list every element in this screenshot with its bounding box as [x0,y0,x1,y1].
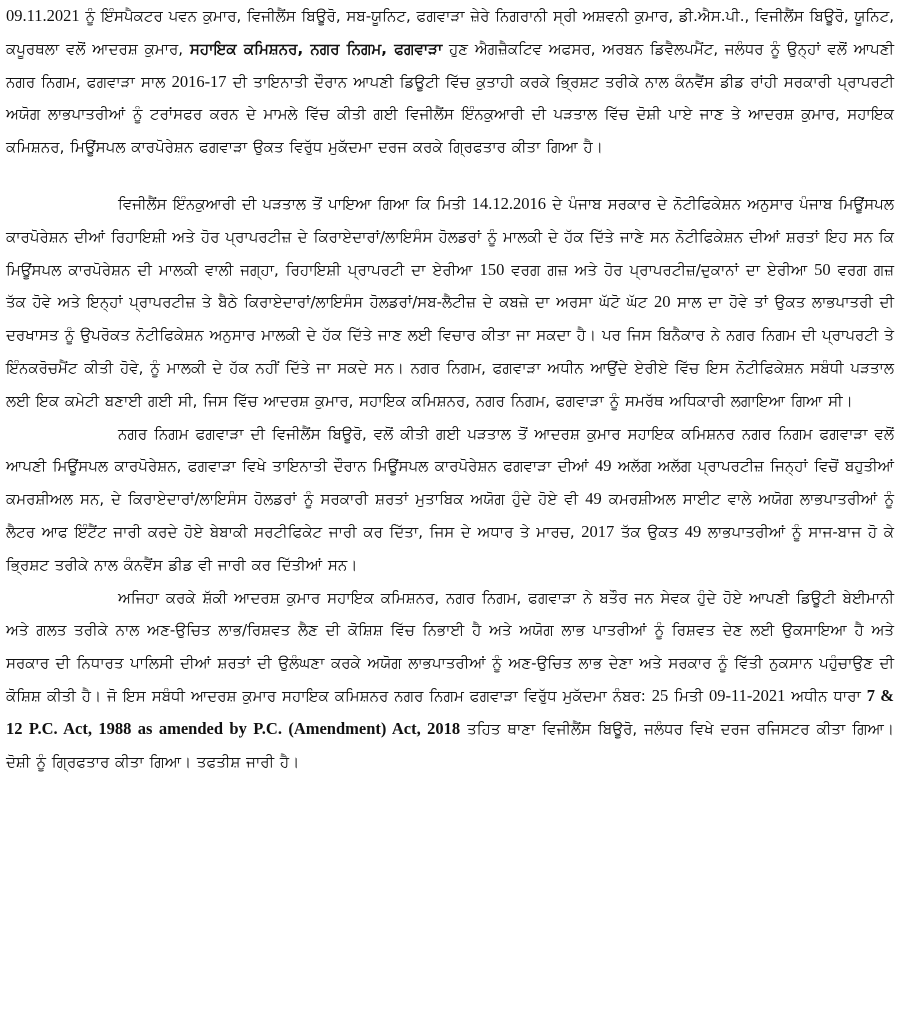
text-run: ਸਾਲ ਦਾ ਹੋਵੇ ਤਾਂ ਉਕਤ ਲਾਭਪਾਤਰੀ ਦੀ ਦਰਖਾਸਤ ਨੂੰ ਉਪਰੋਕਤ ਨੋਟੀਫਿਕੇਸ਼ਨ ਅਨੁਸਾਰ ਮਾਲਕੀ ਦੇ ਹੱਕ ਦਿੱਤੇ ਜਾਣ ਲਈ ਵਿਚਾਰ ਕੀਤਾ ਜਾ ਸਕਦਾ ਹੈ। ਪਰ ਜਿਸ ਬਿਨੈਕਾਰ ਨੇ ਨਗਰ ਨਿਗਮ ਦੀ ਪ੍ਰਾਪਰਟੀ ਤੇ ਇੰਨਕਰੋਚਮੈਂਟ ਕੀਤੀ ਹੋਵੇ, ਨੂੰ ਮਾਲਕੀ ਦੇ ਹੱਕ ਨਹੀਂ ਦਿੱਤੇ ਜਾ ਸਕਦੇ ਸਨ। ਨਗਰ ਨਿਗਮ, ਫਗਵਾੜਾ ਅਧੀਨ ਆਉਂਦੇ ਏਰੀਏ ਵਿੱਚ ਇਸ ਨੋਟੀਫਿਕੇਸ਼ਨ ਸਬੰਧੀ ਪੜਤਾਲ ਲਈ ਇਕ ਕਮੇਟੀ ਬਣਾਈ ਗਈ ਸੀ, ਜਿਸ ਵਿੱਚ ਆਦਰਸ਼ ਕੁਮਾਰ, ਸਹਾਇਕ ਕਮਿਸ਼ਨਰ, ਨਗਰ ਨਿਗਮ, ਫਗਵਾੜਾ ਨੂੰ ਸਮਰੱਥ ਅਧਿਕਾਰੀ ਲਗਾਇਆ ਗਿਆ ਸੀ। [6,293,894,410]
act-citation: 7 & 12 P.C. Act, 1988 as amended by P.C. (Amendment) Act, 2018 [6,685,895,738]
bold-title: ਸਹਾਇਕ ਕਮਿਸ਼ਨਰ, ਨਗਰ ਨਿਗਮ, ਫਗਵਾੜਾ [189,39,443,58]
text-run: ਦੀ ਤਾਇਨਾਤੀ ਦੌਰਾਨ ਆਪਣੀ ਡਿਊਟੀ ਵਿੱਚ ਕੁਤਾਹੀ ਕਰਕੇ ਭ੍ਰਿਸ਼ਟ ਤਰੀਕੇ ਨਾਲ ਕੰਨਵੈਂਸ ਡੀਡ ਰਾਂਹੀ ਸਰਕਾਰੀ ਪ੍ਰਾਪਰਟੀ ਅਯੋਗ ਲਾਭਪਾਤਰੀਆਂ ਨੂੰ ਟਰਾਂਸਫਰ ਕਰਨ ਦੇ ਮਾਮਲੇ ਵਿੱਚ ਕੀਤੀ ਗਈ ਵਿਜੀਲੈਂਸ ਇੰਨਕੁਆਰੀ ਦੀ ਪੜਤਾਲ ਵਿੱਚ ਦੋਸ਼ੀ ਪਾਏ ਜਾਣ ਤੇ ਆਦਰਸ਼ ਕੁਮਾਰ, ਸਹਾਇਕ ਕਮਿਸ਼ਨਰ, ਮਿਊਂਸਪਲ ਕਾਰਪੋਰੇਸ਼ਨ ਫਗਵਾੜਾ ਉਕਤ ਵਿਰੁੱਧ ਮੁਕੱਦਮਾ ਦਰਜ ਕਰਕੇ ਗ੍ਰਿਫਤਾਰ ਕੀਤਾ ਗਿਆ ਹੈ। [6,72,894,157]
text-run: ਵਰਗ ਗਜ਼ ਅਤੇ ਹੋਰ ਪ੍ਰਾਪਰਟੀਜ਼/ਦੁਕਾਨਾਂ ਦਾ ਏਰੀਆ [504,260,815,279]
text-run: ਵਿਜੀਲੈਂਸ ਇੰਨਕੁਆਰੀ ਦੀ ਪੜਤਾਲ ਤੋਂ ਪਾਇਆ ਗਿਆ ਕਿ ਮਿਤੀ [118,194,472,213]
text-run: ਮਿਤੀ [668,686,709,705]
text-run: ਤੱਕ ਉਕਤ [614,522,685,541]
date-text: 09-11-2021 [708,685,786,705]
paragraph-2 [6,188,894,418]
text-run: ਲਾਭਪਾਤਰੀਆਂ ਨੂੰ ਸਾਜ-ਬਾਜ ਹੋ ਕੇ ਭ੍ਰਿਸ਼ਟ ਤਰੀਕੇ ਨਾਲ ਕੰਨਵੈਂਸ ਡੀਡ ਵੀ ਜਾਰੀ ਕਰ ਦਿੱਤੀਆਂ ਸਨ। [6,522,894,574]
date-text: 14.12.2016 [471,193,547,213]
number-text: 20 [653,292,671,312]
number-text: 50 [814,259,831,279]
text-run: ਅਧੀਨ ਧਾਰਾ [785,686,867,705]
text-run: ਤਹਿਤ ਥਾਣਾ ਵਿਜੀਲੈਂਸ ਬਿਊਰੋ, ਜਲੰਧਰ ਵਿਖੇ ਦਰਜ ਰਜਿਸਟਰ ਕੀਤਾ ਗਿਆ। ਦੋਸ਼ੀ ਨੂੰ ਗ੍ਰਿਫਤਾਰ ਕੀਤਾ ਗਿਆ। ਤਫਤੀਸ਼ ਜਾਰੀ ਹੈ। [6,719,894,771]
case-number: 25 [651,685,669,705]
number-text: 150 [479,259,505,279]
text-run: ਅਲੱਗ ਅਲੱਗ ਪ੍ਰਾਪਰਟੀਜ਼ ਜਿਨ੍ਹਾਂ ਵਿਚੋਂ ਬਹੁਤੀਆਂ ਕਮਰਸ਼ੀਅਲ ਸਨ, ਦੇ ਕਿਰਾਏਦਾਰਾਂ/ਲਾਇਸੰਸ ਹੋਲਡਰਾਂ ਨੂੰ ਸਰਕਾਰੀ ਸ਼ਰਤਾਂ ਮੁਤਾਬਿਕ ਅਯੋਗ ਹੁੰਦੇ ਹੋਏ ਵੀ [6,457,895,509]
text-run: ਨਗਰ ਨਿਗਮ ਫਗਵਾੜਾ ਦੀ ਵਿਜੀਲੈਂਸ ਬਿਊਰੋ, ਵਲੋਂ ਕੀਤੀ ਗਈ ਪੜਤਾਲ ਤੋਂ ਆਦਰਸ਼ ਕੁਮਾਰ ਸਹਾਇਕ ਕਮਿਸ਼ਨਰ ਨਗਰ ਨਿਗਮ ਫਗਵਾੜਾ ਵਲੋਂ ਆਪਣੀ ਮਿਊਂਸਪਲ ਕਾਰਪੋਰੇਸ਼ਨ, ਫਗਵਾੜਾ ਵਿਖੇ ਤਾਇਨਾਤੀ ਦੌਰਾਨ ਮਿਊਂਸਪਲ ਕਾਰਪੋਰੇਸ਼ਨ ਫਗਵਾੜਾ ਦੀਆਂ [6,424,894,476]
text-run: ਦੇ ਪੰਜਾਬ ਸਰਕਾਰ ਦੇ ਨੋਟੀਫਿਕੇਸ਼ਨ ਅਨੁਸਾਰ ਪੰਜਾਬ ਮਿਊਂਸਪਲ ਕਾਰਪੋਰੇਸ਼ਨ ਦੀਆਂ ਰਿਹਾਇਸ਼ੀ ਅਤੇ ਹੋਰ ਪ੍ਰਾਪਰਟੀਜ਼ ਦੇ ਕਿਰਾਏਦਾਰਾਂ/ਲਾਇਸੰਸ ਹੋਲਡਰਾਂ ਨੂੰ ਮਾਲਕੀ ਦੇ ਹੱਕ ਦਿੱਤੇ ਜਾਣੇ ਸਨ ਨੋਟੀਫਿਕੇਸ਼ਨ ਦੀਆਂ ਸ਼ਰਤਾਂ ਇਹ ਸਨ ਕਿ ਮਿਊਂਸਪਲ ਕਾਰਪੋਰੇਸ਼ਨ ਦੀ ਮਾਲਕੀ ਵਾਲੀ ਜਗ੍ਹਾ, ਰਿਹਾਇਸ਼ੀ ਪ੍ਰਾਪਰਟੀ ਦਾ ਏਰੀਆ [6,194,894,279]
text-run: ਕਮਰਸ਼ੀਅਲ ਸਾਈਟ ਵਾਲੇ ਅਯੋਗ ਲਾਭਪਾਤਰੀਆਂ ਨੂੰ ਲੈਟਰ ਆਫ ਇੰਟੈਂਟ ਜਾਰੀ ਕਰਦੇ ਹੋਏ ਬੇਬਾਕੀ ਸਰਟੀਫਿਕੇਟ ਜਾਰੀ ਕਰ ਦਿੱਤਾ, ਜਿਸ ਦੇ ਅਧਾਰ ਤੇ ਮਾਰਚ, [6,490,894,541]
text-run: ਨੂੰ ਇੰਸਪੈਕਟਰ ਪਵਨ ਕੁਮਾਰ, ਵਿਜੀਲੈਂਸ ਬਿਊਰੋ, ਸਬ-ਯੂਨਿਟ, ਫਗਵਾੜਾ ਜ਼ੇਰੇ ਨਿਗਰਾਨੀ ਸ੍ਰੀ ਅਸ਼ਵਨੀ ਕੁਮਾਰ, ਡੀ.ਐਸ.ਪੀ., ਵਿਜੀਲੈਂਸ ਬਿਊਰੋ, ਯੂਨਿਟ, ਕਪੂਰਥਲਾ ਵਲੋਂ ਆਦਰਸ਼ ਕੁਮਾਰ, [6,7,894,58]
text-run: ਵਰਗ ਗਜ਼ ਤੱਕ ਹੋਵੇ ਅਤੇ ਇਨ੍ਹਾਂ ਪ੍ਰਾਪਰਟੀਜ਼ ਤੇ ਬੈਠੇ ਕਿਰਾਏਦਾਰਾਂ/ਲਾਇਸੰਸ ਹੋਲਡਰਾਂ/ਸਬ-ਲੈਟੀਜ਼ ਦੇ ਕਬਜ਼ੇ ਦਾ ਅਰਸਾ ਘੱਟੋ ਘੱਟ [6,260,894,312]
year-text: 2017 [581,521,615,541]
number-text: 49 [585,489,602,509]
text-run: ਹੁਣ ਐਗਜ਼ੈਕਟਿਵ ਅਫਸਰ, ਅਰਬਨ ਡਿਵੈਲਪਮੈਂਟ, ਜਲੰਧਰ ਨੂੰ ਉਨ੍ਹਾਂ ਵਲੋਂ ਆਪਣੀ ਨਗਰ ਨਿਗਮ, ਫਗਵਾੜਾ ਸਾਲ [6,39,894,91]
date-text: 09.11.2021 [6,6,80,25]
paragraph-3 [6,418,894,582]
number-text: 49 [594,456,612,476]
paragraph-1 [6,0,894,164]
paragraph-4 [6,582,894,779]
year-range: 2016-17 [171,71,227,91]
text-run: ਅਜਿਹਾ ਕਰਕੇ ਸ਼ੱਕੀ ਆਦਰਸ਼ ਕੁਮਾਰ ਸਹਾਇਕ ਕਮਿਸ਼ਨਰ, ਨਗਰ ਨਿਗਮ, ਫਗਵਾੜਾ ਨੇ ਬਤੌਰ ਜਨ ਸੇਵਕ ਹੁੰਦੇ ਹੋਏ ਆਪਣੀ ਡਿਊਟੀ ਬੇਈਮਾਨੀ ਅਤੇ ਗਲਤ ਤਰੀਕੇ ਨਾਲ ਅਣ-ਉਚਿਤ ਲਾਭ/ਰਿਸ਼ਵਤ ਲੈਣ ਦੀ ਕੋਸ਼ਿਸ਼ ਵਿੱਚ ਨਿਭਾਈ ਹੈ ਅਤੇ ਅਯੋਗ ਲਾਭ ਪਾਤਰੀਆਂ ਨੂੰ ਰਿਸ਼ਵਤ ਦੇਣ ਲਈ ਉਕਸਾਇਆ ਹੈ ਅਤੇ ਸਰਕਾਰ ਦੀ ਨਿਧਾਰਤ ਪਾਲਿਸੀ ਦੀਆਂ ਸ਼ਰਤਾਂ ਦੀ ਉਲੰਘਣਾ ਕਰਕੇ ਅਯੋਗ ਲਾਭਪਾਤਰੀਆਂ ਨੂੰ ਅਣ-ਉਚਿਤ ਲਾਭ ਦੇਣਾ ਅਤੇ ਸਰਕਾਰ ਨੂੰ ਵਿੱਤੀ ਨੁਕਸਾਨ ਪਹੁੰਚਾਉਣ ਦੀ ਕੋਸ਼ਿਸ਼ ਕੀਤੀ ਹੈ। ਜੋ ਇਸ ਸਬੰਧੀ ਆਦਰਸ਼ ਕੁਮਾਰ ਸਹਾਇਕ ਕਮਿਸ਼ਨਰ ਨਗਰ ਨਿਗਮ ਫਗਵਾੜਾ ਵਿਰੁੱਧ ਮੁਕੱਦਮਾ ਨੰਬਰ: [6,588,894,705]
number-text: 49 [684,521,702,541]
